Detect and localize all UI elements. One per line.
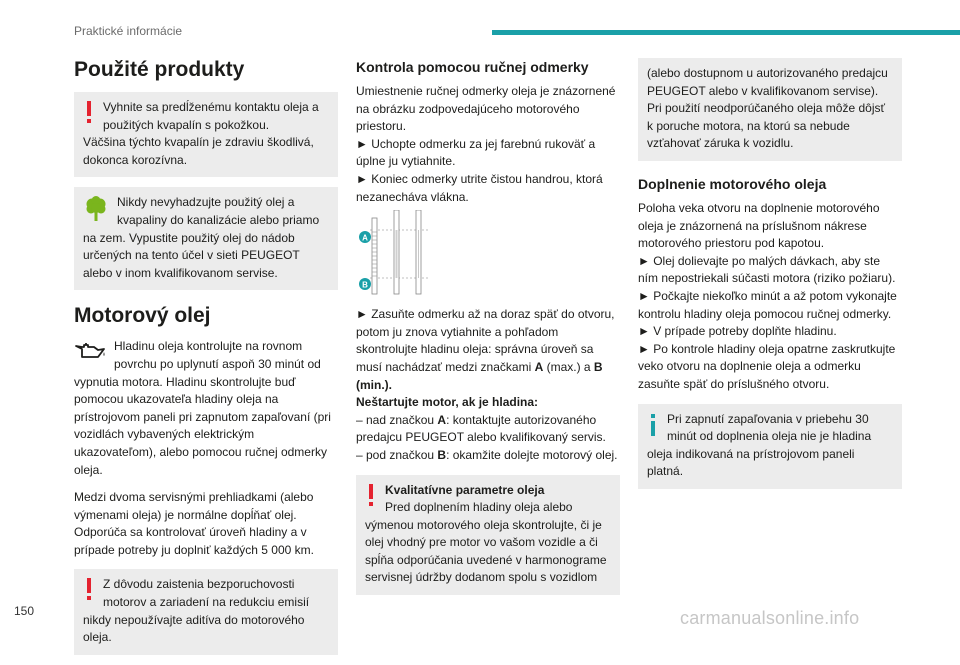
heading-dipstick-check: Kontrola pomocou ručnej odmerky <box>356 59 589 75</box>
eco-line-2: kvapaliny do kanalizácie alebo priamo <box>117 212 320 227</box>
oil-quality-continued-text: (alebo dostupnom u autorizovaného predajcu PEUGEOT alebo v kvalifikovanom servise). Pri použití neodporúčaného oleja môže dôjsť k poruche motora, na ktorú sa nebude vzťahovať záruka k vozidlu. <box>647 66 888 151</box>
topup-step-4: ► Po kontrole hladiny oleja opatrne zaskrutkujte veko otvoru na doplnenie oleja a odmerku zasuňte späť do príslušného otvoru. <box>638 341 896 391</box>
warning-box-skin-contact <box>74 92 338 177</box>
heading-engine-oil: Motorový olej <box>74 304 211 328</box>
eco-line-1: Nikdy nevyhadzujte použitý olej a <box>117 195 295 210</box>
oil-can-icon <box>74 340 106 367</box>
eco-tree-icon <box>85 196 107 228</box>
column-2 <box>356 58 620 605</box>
oil-quality-line-1: Pred doplnením hladiny oleja alebo <box>385 500 573 515</box>
eco-box-disposal <box>74 187 338 290</box>
warning-icon <box>85 101 93 125</box>
page-number: 150 <box>14 604 35 618</box>
figure-label-a: A <box>362 233 368 243</box>
oil-paragraph-1: Hladinu oleja kontrolujte na rovnom povrchu po uplynutí aspoň 30 minút od vypnutia motora. Hladinu skontrolujte buď pomocou ukazovateľa hladiny oleja na prístrojovom paneli pri zapnutom zapaľovaní (pri vozidlách vybavených elektrickým ukazovateľom), alebo pomocou ručnej odmerky oleja. <box>74 339 331 477</box>
oil-paragraph-2: Medzi dvoma servisnými prehliadkami (alebo výmenami oleja) je normálne dopĺňať olej. Odporúča sa kontrolovať úroveň hladiny a v prípade potreby ju doplniť každých 5 000 km. <box>74 490 314 557</box>
warning-rest: Väčšina týchto kvapalín je zdraviu škodlivá, dokonca korozívna. <box>83 135 314 167</box>
dipstick-step-1: ► Uchopte odmerku za jej farebnú rukoväť a úplne ju vytiahnite. <box>356 136 596 169</box>
oil-quality-title: Kvalitatívne parametre oleja <box>385 482 545 497</box>
header-section-title: Praktické informácie <box>74 24 183 38</box>
oil-quality-rest: výmenou motorového oleja skontrolujte, či je olej vhodný pre motor vo vašom vozidle a či spĺňa odporúčania uvedené v harmonograme servisnej údržby dodanom spolu s vozidlom <box>365 517 607 585</box>
info-rest: oleja indikovaná na prístrojovom paneli platná. <box>647 446 855 479</box>
oil-quality-box-continued <box>638 58 902 161</box>
figure-label-b: B <box>362 280 368 290</box>
warning-line-2: použitých kvapalín s pokožkou. <box>103 117 270 132</box>
warning-box-additives <box>74 569 338 654</box>
warning-line-1: Vyhnite sa predĺženému kontaktu oleja a <box>103 100 319 114</box>
warning-line-2: motorov a zariadení na redukciu emisií <box>103 595 310 610</box>
info-box-ignition <box>638 404 902 489</box>
below-mark-b: – pod značkou B: okamžite dolejte motorový olej. <box>356 447 618 462</box>
heading-topping-up-oil: Doplnenie motorového oleja <box>638 175 827 192</box>
oil-text-block <box>74 338 338 479</box>
heading-used-products: Použité produkty <box>74 58 245 81</box>
info-line-1: Pri zapnutí zapaľovania v priebehu 30 <box>667 411 869 426</box>
eco-rest: na zem. Vypustite použitý olej do nádob určených na tento účel v sieti PEUGEOT alebo v inom kvalifikovanom servise. <box>83 230 300 280</box>
header-accent-bar <box>492 30 960 35</box>
topup-step-1: ► Olej dolievajte po malých dávkach, aby ste ním nepostriekali súčasti motora (riziko požiaru). <box>638 253 896 286</box>
watermark: carmanualsonline.info <box>680 608 860 628</box>
dipstick-intro: Umiestnenie ručnej odmerky oleja je znázornené na obrázku zodpovedajúceho motorového priestoru. <box>356 84 616 134</box>
do-not-start-warning: Neštartujte motor, ak je hladina: <box>356 395 539 410</box>
warning-icon <box>85 578 93 602</box>
dipstick-step-3: ► Zasuňte odmerku až na doraz späť do otvoru, potom ju znova vytiahnite a pohľadom skontrolujte hladinu oleja: správna úroveň sa musí nachádzať medzi značkami A (max.) a B (min.). <box>356 307 615 392</box>
info-icon <box>649 413 657 437</box>
column-3 <box>638 58 902 499</box>
topup-step-2: ► Počkajte niekoľko minút a až potom vykonajte kontrolu hladiny oleja pomocou ručnej odmerky. <box>638 288 897 321</box>
warning-rest: nikdy nepoužívajte aditíva do motorového oleja. <box>83 612 305 645</box>
warning-line-1: Z dôvodu zaistenia bezporuchovosti <box>103 577 295 592</box>
column-1 <box>74 58 338 665</box>
dipstick-step-2: ► Koniec odmerky utrite čistou handrou, ktorá nezanecháva vlákna. <box>356 171 603 204</box>
warning-box-oil-quality <box>356 475 620 596</box>
topup-step-3: ► V prípade potreby doplňte hladinu. <box>638 324 837 339</box>
info-line-2: minút od doplnenia oleja nie je hladina <box>667 429 872 444</box>
warning-icon <box>367 484 375 508</box>
above-mark-a: – nad značkou A: kontaktujte autorizovaného predajcu PEUGEOT alebo kvalifikovaný servis. <box>356 412 606 445</box>
filler-cap-location: Poloha veka otvoru na doplnenie motorového oleja je znázornená na príslušnom nákrese motorového priestoru pod kapotou. <box>638 200 880 251</box>
dipstick-illustration <box>356 210 620 300</box>
